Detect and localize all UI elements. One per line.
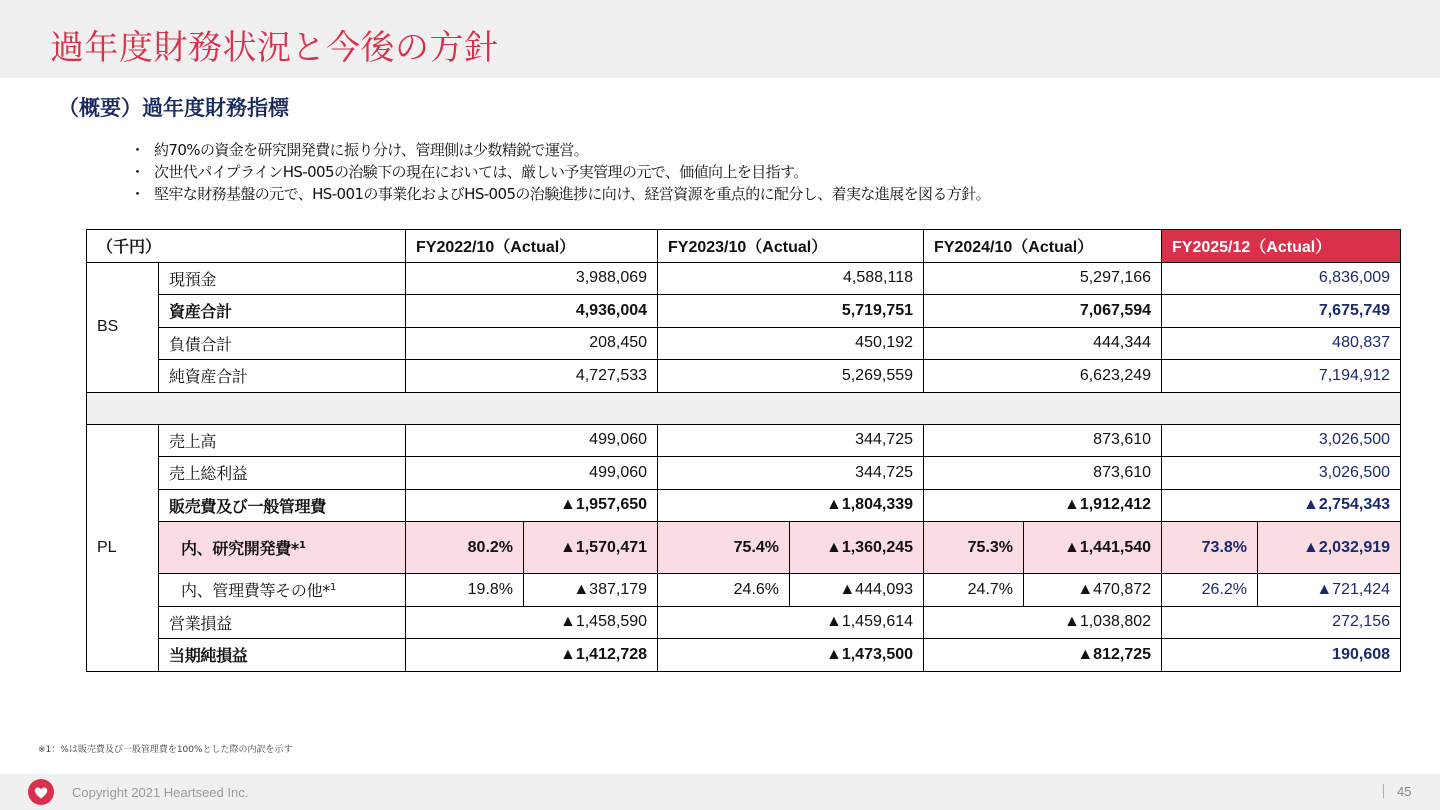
row-label: 営業損益 [159, 606, 406, 639]
value-cell: 7,675,749 [1162, 295, 1401, 328]
footer-divider [1383, 784, 1384, 798]
table-row-highlight [87, 522, 1401, 574]
value-cell: 3,988,069 [406, 262, 658, 295]
financial-table [86, 229, 1401, 672]
value-cell: 450,192 [658, 327, 924, 360]
value-cell: 6,623,249 [924, 360, 1162, 393]
bullet-item: ・ 堅牢な財務基盤の元で、HS-001の事業化およびHS-005の治験進捗に向け、経営資源を重点的に配分し、着実な進展を図る方針。 [130, 185, 990, 203]
value-cell: 480,837 [1162, 327, 1401, 360]
unit-header: （千円） [87, 230, 406, 263]
value-cell: ▲1,412,728 [406, 639, 658, 672]
column-header: FY2023/10（Actual） [658, 230, 924, 263]
group-label-bs: BS [87, 262, 159, 392]
value-cell: 7,067,594 [924, 295, 1162, 328]
value-cell: 4,936,004 [406, 295, 658, 328]
value-cell: ▲1,360,245 [790, 522, 924, 574]
value-cell: ▲721,424 [1258, 574, 1401, 607]
row-label: 販売費及び一般管理費 [159, 489, 406, 522]
pct-cell: 73.8% [1162, 522, 1258, 574]
row-label: 負債合計 [159, 327, 406, 360]
value-cell: 444,344 [924, 327, 1162, 360]
table-header-row [87, 230, 1401, 263]
footnote: ※1：%は販売費及び一般管理費を100%とした際の内訳を示す [38, 745, 293, 755]
value-cell: ▲1,570,471 [524, 522, 658, 574]
table-row [87, 574, 1401, 607]
table-row [87, 262, 1401, 295]
copyright: Copyright 2021 Heartseed Inc. [72, 785, 249, 800]
value-cell: 873,610 [924, 424, 1162, 457]
bullet-item: ・ 次世代パイプラインHS-005の治験下の現在においては、厳しい予実管理の元で、価値向上を目指す。 [130, 163, 808, 181]
bullet-item: ・ 約70%の資金を研究開発費に振り分け、管理側は少数精鋭で運営。 [130, 141, 589, 159]
value-cell: ▲1,957,650 [406, 489, 658, 522]
value-cell: 5,269,559 [658, 360, 924, 393]
table-row [87, 489, 1401, 522]
value-cell: ▲2,754,343 [1162, 489, 1401, 522]
table-row [87, 295, 1401, 328]
value-cell: 6,836,009 [1162, 262, 1401, 295]
section-heading: （概要）過年度財務指標 [58, 96, 289, 120]
bullet-list [130, 139, 990, 205]
value-cell: ▲470,872 [1024, 574, 1162, 607]
value-cell: 3,026,500 [1162, 424, 1401, 457]
spacer-cell [87, 392, 1401, 424]
value-cell: ▲2,032,919 [1258, 522, 1401, 574]
row-label: 当期純損益 [159, 639, 406, 672]
pct-cell: 26.2% [1162, 574, 1258, 607]
value-cell: ▲444,093 [790, 574, 924, 607]
row-label: 売上高 [159, 424, 406, 457]
value-cell: ▲1,912,412 [924, 489, 1162, 522]
table-row [87, 639, 1401, 672]
value-cell: ▲1,459,614 [658, 606, 924, 639]
value-cell: 272,156 [1162, 606, 1401, 639]
value-cell: 873,610 [924, 457, 1162, 490]
bullet-mark: ・ [130, 185, 145, 203]
value-cell: ▲1,038,802 [924, 606, 1162, 639]
table-row [87, 457, 1401, 490]
pct-cell: 24.7% [924, 574, 1024, 607]
row-label: 現預金 [159, 262, 406, 295]
value-cell: 5,297,166 [924, 262, 1162, 295]
value-cell: 190,608 [1162, 639, 1401, 672]
row-label: 内、研究開発費*$^1$ [159, 522, 406, 574]
column-header: FY2022/10（Actual） [406, 230, 658, 263]
column-header: FY2024/10（Actual） [924, 230, 1162, 263]
table-row [87, 424, 1401, 457]
value-cell: ▲812,725 [924, 639, 1162, 672]
value-cell: 499,060 [406, 424, 658, 457]
value-cell: 4,588,118 [658, 262, 924, 295]
table-row [87, 360, 1401, 393]
value-cell: 344,725 [658, 457, 924, 490]
value-cell: ▲387,179 [524, 574, 658, 607]
pct-cell: 19.8% [406, 574, 524, 607]
value-cell: 208,450 [406, 327, 658, 360]
pct-cell: 75.3% [924, 522, 1024, 574]
value-cell: 3,026,500 [1162, 457, 1401, 490]
page-title: 過年度財務状況と今後の方針 [50, 28, 499, 68]
bullet-mark: ・ [130, 141, 145, 159]
row-label: 資産合計 [159, 295, 406, 328]
value-cell: 499,060 [406, 457, 658, 490]
table-row [87, 327, 1401, 360]
value-cell: ▲1,458,590 [406, 606, 658, 639]
page-number: 45 [1397, 784, 1412, 799]
value-cell: 5,719,751 [658, 295, 924, 328]
value-cell: ▲1,473,500 [658, 639, 924, 672]
column-header-highlight: FY2025/12（Actual） [1162, 230, 1401, 263]
row-label: 純資産合計 [159, 360, 406, 393]
pct-cell: 75.4% [658, 522, 790, 574]
bullet-mark: ・ [130, 163, 145, 181]
value-cell: ▲1,804,339 [658, 489, 924, 522]
pct-cell: 80.2% [406, 522, 524, 574]
value-cell: 4,727,533 [406, 360, 658, 393]
value-cell: ▲1,441,540 [1024, 522, 1162, 574]
spacer-row [87, 392, 1401, 424]
value-cell: 7,194,912 [1162, 360, 1401, 393]
table-row [87, 606, 1401, 639]
heart-icon [27, 778, 55, 806]
row-label: 内、管理費等その他*$^1$ [159, 574, 406, 607]
pct-cell: 24.6% [658, 574, 790, 607]
value-cell: 344,725 [658, 424, 924, 457]
row-label: 売上総利益 [159, 457, 406, 490]
group-label-pl: PL [87, 424, 159, 671]
